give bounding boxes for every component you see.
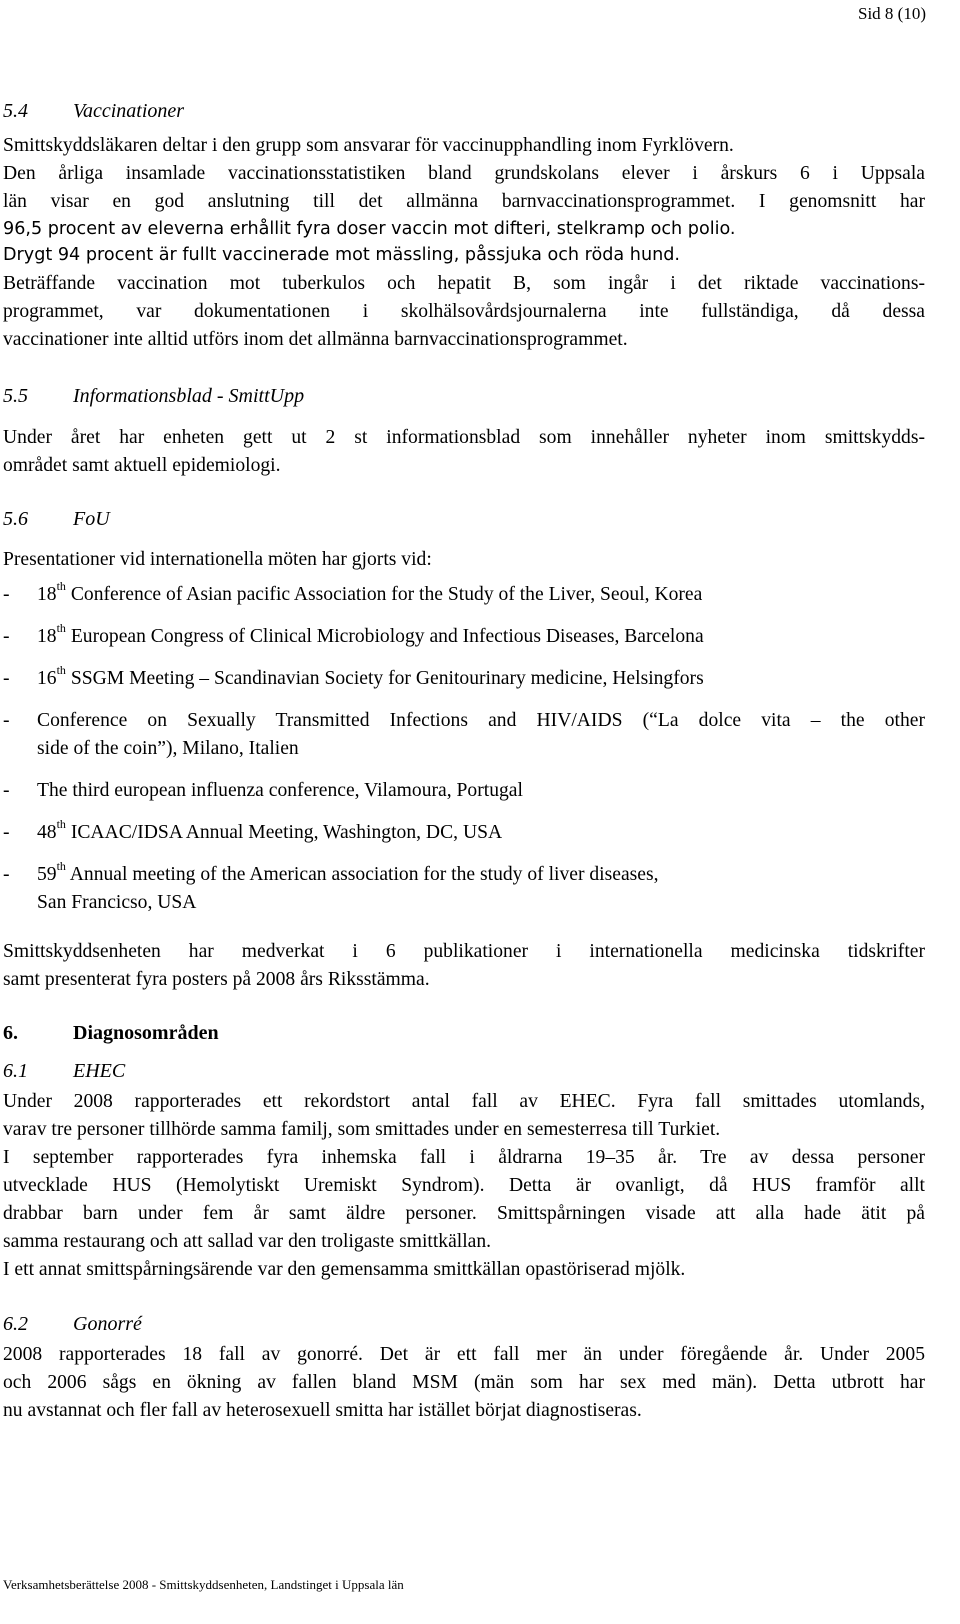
paragraph-ehec-1 [3,1088,925,1144]
chapter-heading-diagnosomraden [3,1022,219,1045]
item-text-continued: side of the coin”), Milano, Italien [37,738,299,759]
list-item [3,581,925,609]
ordinal: 48 [37,822,57,843]
text-line: området samt aktuell epidemiologi. [3,455,281,476]
ordinal: 16 [37,668,57,689]
paragraph-vaccination-intro [3,132,925,160]
text-line: nu avstannat och fler fall av heterosexuell smitta har istället börjat diagnostiseras. [3,1400,642,1421]
ordinal-suffix: th [56,621,66,635]
text-line: Smittskyddsenheten har medverkat i 6 publikationer i internationella medicinska tidskrifter [3,941,925,962]
text-line: och 2006 sågs en ökning av fallen bland MSM (män som har sex med män). Detta utbrott har [3,1372,925,1393]
list-item [3,665,925,693]
item-text: The third european influenza conference, Vilamoura, Portugal [37,780,523,801]
text-line: I september rapporterades fyra inhemska fall i åldrarna 19–35 år. Tre av dessa personer [3,1147,925,1168]
text-line: I ett annat smittspårningsärende var den gemensamma smittkällan opastöriserad mjölk. [3,1259,686,1280]
list-item [3,861,925,917]
text-line: programmet, var dokumentationen i skolhälsovårdsjournalerna inte fullständiga, då dessa [3,301,925,322]
item-text: European Congress of Clinical Microbiology and Infectious Diseases, Barcelona [65,626,704,647]
paragraph-ehec-2 [3,1144,925,1256]
ordinal-suffix: th [56,579,66,593]
ordinal: 18 [37,626,57,647]
section-heading-ehec [3,1060,125,1083]
section-title: FoU [73,508,110,530]
paragraph-informationsblad [3,424,925,480]
list-item [3,819,925,847]
item-text: Conference on Sexually Transmitted Infections and HIV/AIDS (“La dolce vita – the other [37,710,925,731]
text-line: 96,5 procent av eleverna erhållit fyra doser vaccin mot difteri, stelkramp och polio. [3,219,736,239]
text-line: Drygt 94 procent är fullt vaccinerade mot mässling, påssjuka och röda hund. [3,245,681,265]
list-item [3,623,925,651]
text-line: samt presenterat fyra posters på 2008 års Riksstämma. [3,969,430,990]
text-line: Presentationer vid internationella möten har gjorts vid: [3,549,432,570]
page-footer: Verksamhetsberättelse 2008 - Smittskyddsenheten, Landstinget i Uppsala län [3,1577,404,1592]
section-number: 5.4 [3,100,28,122]
text-line: samma restaurang och att sallad var den troligaste smittkällan. [3,1231,492,1252]
list-dash: - [3,822,10,843]
item-text: Conference of Asian pacific Association for the Study of the Liver, Seoul, Korea [65,584,703,605]
text-line: drabbar barn under fem år samt äldre personer. Smittspårningen visade att alla hade ätit på [3,1203,925,1224]
section-number: 5.6 [3,508,28,530]
paragraph-fou-summary [3,938,925,994]
text-line: Under 2008 rapporterades ett rekordstort antal fall av EHEC. Fyra fall smittades utomlands, [3,1091,925,1112]
section-number: 5.5 [3,385,28,407]
chapter-number: 6. [3,1022,18,1044]
page-number: Sid 8 (10) [858,4,926,23]
section-title: Gonorré [73,1313,142,1335]
text-line: Smittskyddsläkaren deltar i den grupp som ansvarar för vaccinupphandling inom Fyrklövern. [3,135,734,156]
paragraph-fou-intro [3,546,925,574]
section-heading-gonorre [3,1313,142,1336]
ordinal: 59 [37,864,57,885]
text-line: Under året har enheten gett ut 2 st informationsblad som innehåller nyheter inom smittskydds- [3,427,925,448]
text-line: 2008 rapporterades 18 fall av gonorré. Det är ett fall mer än under föregående år. Under 2005 [3,1344,925,1365]
text-line: varav tre personer tillhörde samma familj, som smittades under en semesterresa till Turkiet. [3,1119,721,1140]
text-line: utvecklade HUS (Hemolytiskt Uremiskt Syndrom). Detta är ovanligt, då HUS framför allt [3,1175,925,1196]
section-heading-informationsblad [3,385,304,408]
paragraph-vaccination-stats [3,160,925,216]
text-line: Beträffande vaccination mot tuberkulos och hepatit B, som ingår i det riktade vaccinations- [3,273,925,294]
text-line: Den årliga insamlade vaccinationsstatistiken bland grundskolans elever i årskurs 6 i Uppsala [3,163,925,184]
ordinal: 18 [37,584,57,605]
paragraph-vaccination-tbc [3,270,925,354]
section-title: Vaccinationer [73,100,185,122]
list-dash: - [3,780,10,801]
text-line: vaccinationer inte alltid utförs inom det allmänna barnvaccinationsprogrammet. [3,329,628,350]
list-dash: - [3,626,10,647]
item-text-line [37,861,925,889]
list-item [3,777,925,805]
section-heading-fou [3,508,110,531]
list-dash: - [3,584,10,605]
list-dash: - [3,668,10,689]
conference-list [3,581,925,917]
list-dash: - [3,864,10,885]
list-dash: - [3,710,10,731]
item-text-continued: San Francicso, USA [37,892,197,913]
ordinal-suffix: th [56,859,66,873]
item-text: SSGM Meeting – Scandinavian Society for Genitourinary medicine, Helsingfors [65,668,704,689]
text-line: län visar en god anslutning till det allmänna barnvaccinationsprogrammet. I genomsnitt har [3,191,925,212]
section-title: Informationsblad - SmittUpp [73,385,305,407]
paragraph-vaccination-sans [3,216,925,268]
item-text: Annual meeting of the American association for the study of liver diseases, [65,864,659,885]
section-heading-vaccinationer [3,100,184,123]
paragraph-ehec-3 [3,1256,925,1284]
item-text: ICAAC/IDSA Annual Meeting, Washington, DC, USA [65,822,503,843]
section-title: EHEC [73,1060,126,1082]
ordinal-suffix: th [56,817,66,831]
paragraph-gonorre [3,1341,925,1425]
section-number: 6.1 [3,1060,28,1082]
chapter-title: Diagnosområden [73,1022,219,1044]
ordinal-suffix: th [56,663,66,677]
section-number: 6.2 [3,1313,28,1335]
list-item [3,707,925,763]
